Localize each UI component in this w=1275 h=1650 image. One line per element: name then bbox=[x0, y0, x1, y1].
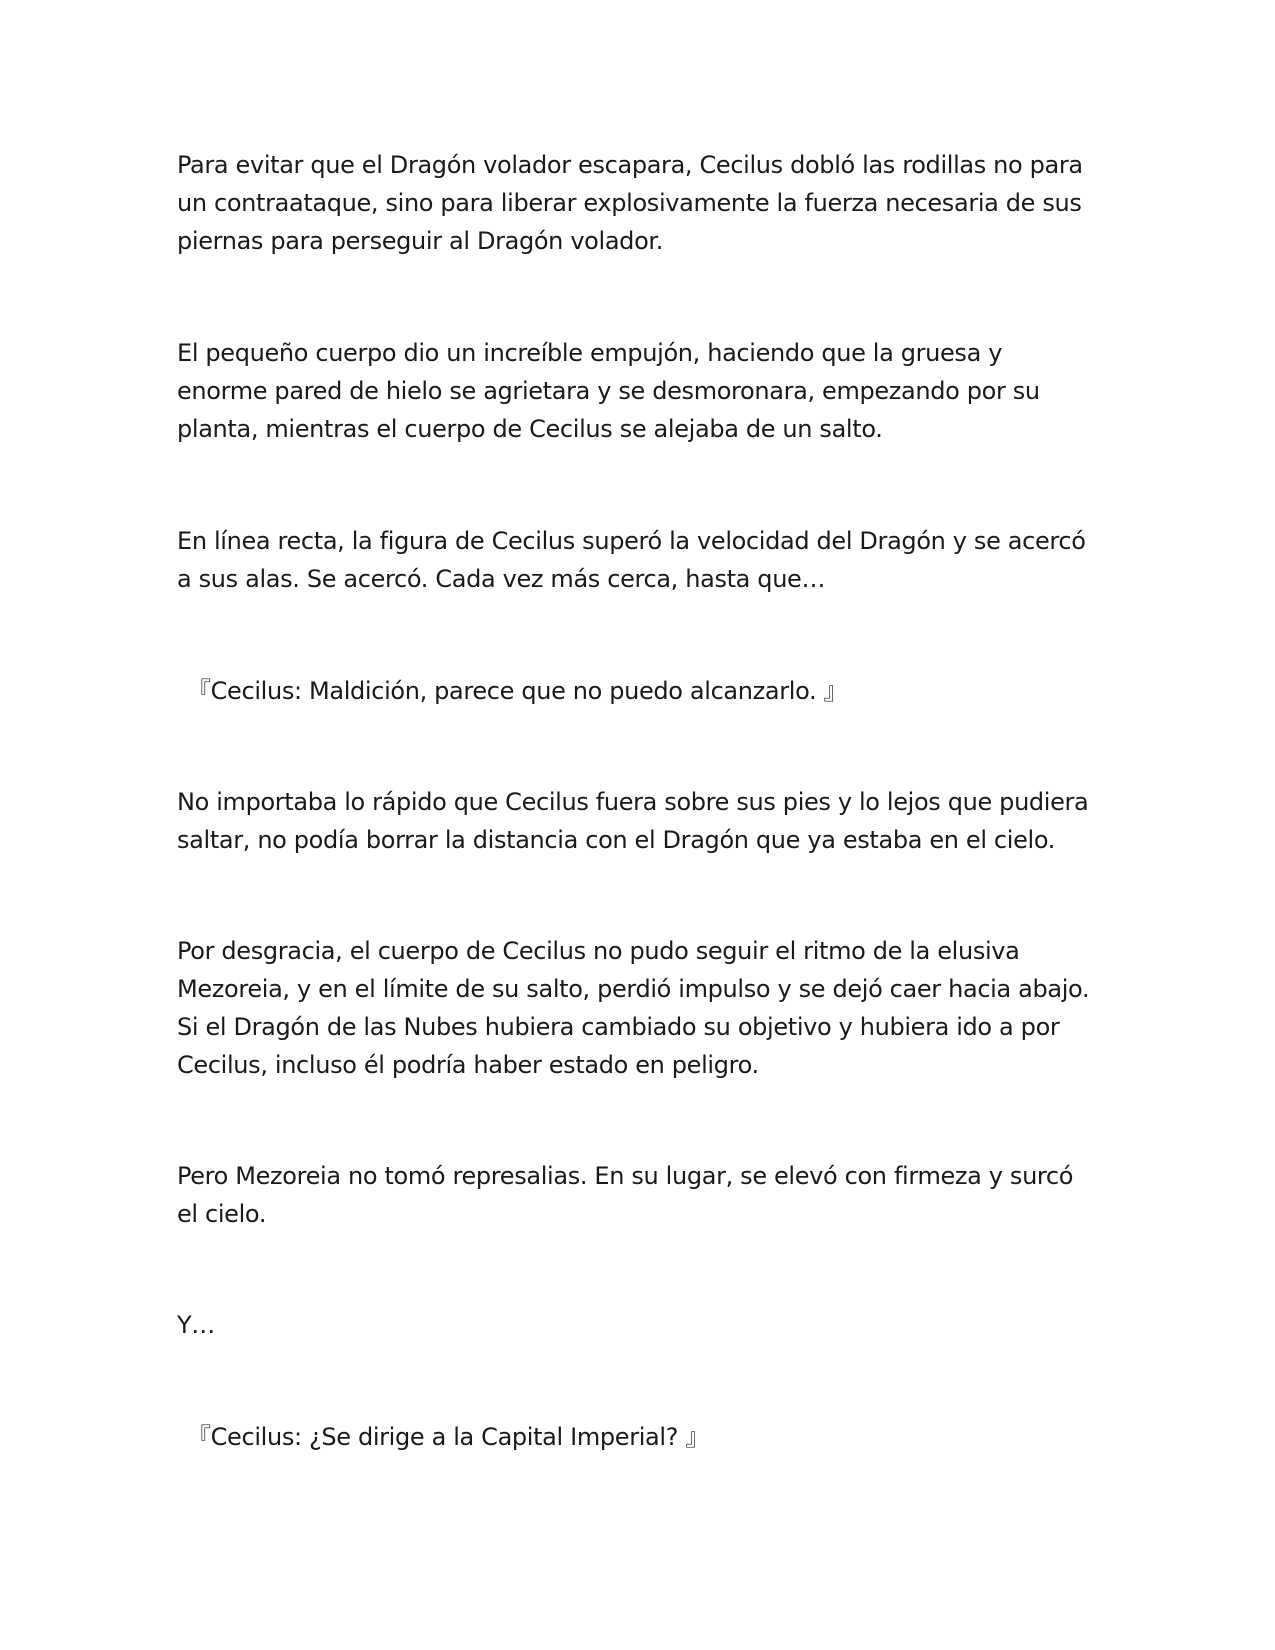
text-line: 『Cecilus: Maldición, parece que no puedo alcanzarlo. 』 bbox=[187, 677, 848, 705]
text-line: un contraataque, sino para liberar explosivamente la fuerza necesaria de sus bbox=[177, 189, 1082, 217]
paragraph-2 bbox=[177, 334, 1107, 448]
text-line: planta, mientras el cuerpo de Cecilus se alejaba de un salto. bbox=[177, 415, 883, 443]
dialogue-line-2 bbox=[187, 1418, 1117, 1456]
paragraph-1 bbox=[177, 146, 1107, 260]
text-line: a sus alas. Se acercó. Cada vez más cerca, hasta que… bbox=[177, 565, 826, 593]
text-line: Si el Dragón de las Nubes hubiera cambiado su objetivo y hubiera ido a por bbox=[177, 1013, 1060, 1041]
text-line: 『Cecilus: ¿Se dirige a la Capital Imperial? 』 bbox=[187, 1423, 710, 1451]
text-line: Por desgracia, el cuerpo de Cecilus no pudo seguir el ritmo de la elusiva bbox=[177, 937, 1020, 965]
text-line: enorme pared de hielo se agrietara y se desmoronara, empezando por su bbox=[177, 377, 1040, 405]
paragraph-5 bbox=[177, 932, 1107, 1084]
text-line: No importaba lo rápido que Cecilus fuera sobre sus pies y lo lejos que pudiera bbox=[177, 788, 1089, 816]
text-line: Y… bbox=[177, 1311, 215, 1339]
text-line: piernas para perseguir al Dragón volador. bbox=[177, 227, 663, 255]
text-line: Mezoreia, y en el límite de su salto, perdió impulso y se dejó caer hacia abajo. bbox=[177, 975, 1090, 1003]
text-line: saltar, no podía borrar la distancia con el Dragón que ya estaba en el cielo. bbox=[177, 826, 1056, 854]
text-line: Pero Mezoreia no tomó represalias. En su lugar, se elevó con firmeza y surcó bbox=[177, 1162, 1074, 1190]
text-line: En línea recta, la figura de Cecilus superó la velocidad del Dragón y se acercó bbox=[177, 527, 1086, 555]
text-line: El pequeño cuerpo dio un increíble empujón, haciendo que la gruesa y bbox=[177, 339, 1003, 367]
paragraph-3 bbox=[177, 522, 1107, 598]
text-line: el cielo. bbox=[177, 1200, 267, 1228]
paragraph-4 bbox=[177, 783, 1107, 859]
dialogue-line-1 bbox=[187, 672, 1117, 710]
text-line: Cecilus, incluso él podría haber estado en peligro. bbox=[177, 1051, 759, 1079]
text-line: Para evitar que el Dragón volador escapara, Cecilus dobló las rodillas no para bbox=[177, 151, 1083, 179]
paragraph-7 bbox=[177, 1306, 1107, 1344]
paragraph-6 bbox=[177, 1157, 1107, 1233]
